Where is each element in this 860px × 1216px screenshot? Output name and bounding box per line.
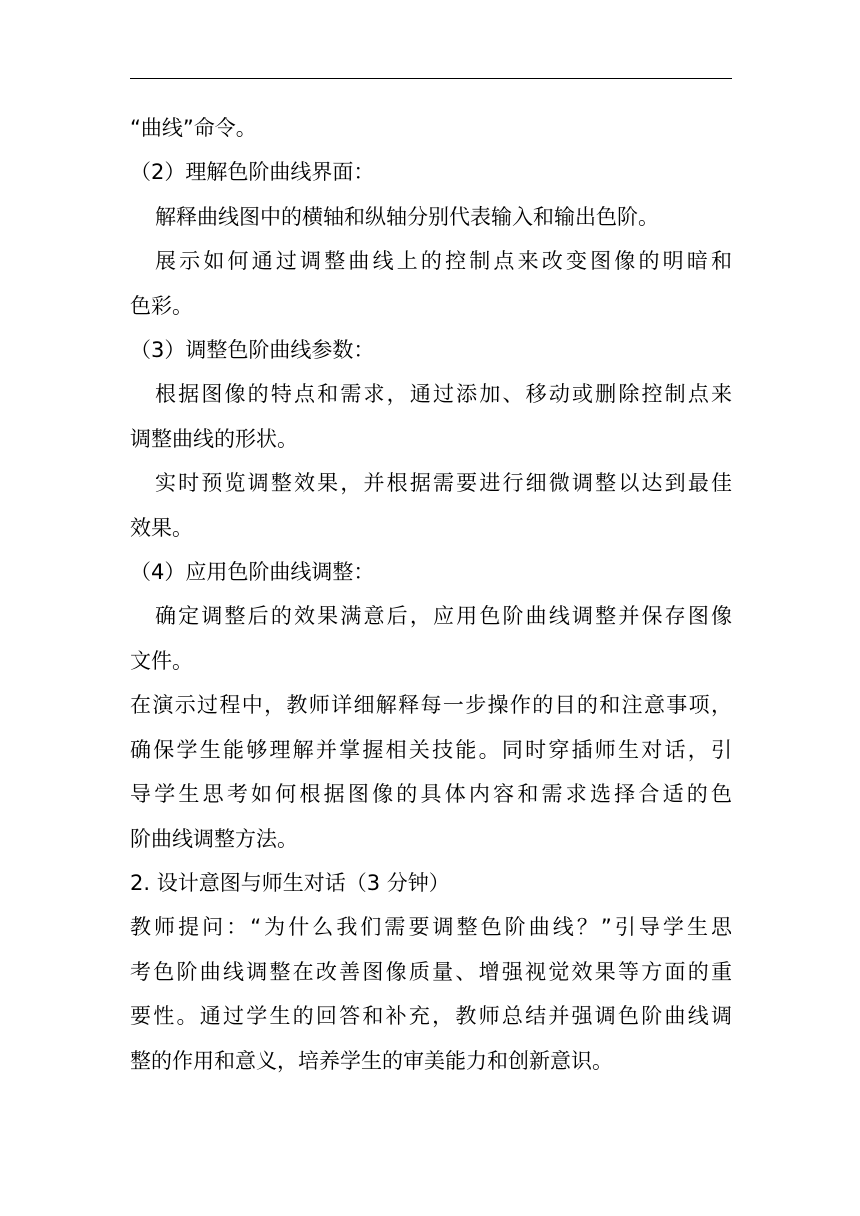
paragraph-adjust-shape: 根据图像的特点和需求，通过添加、移动或删除控制点来 调整曲线的形状。 — [130, 382, 732, 451]
document-body — [130, 106, 732, 1083]
paragraph-apply-save: 确定调整后的效果满意后，应用色阶曲线调整并保存图像 文件。 — [130, 604, 732, 673]
paragraph-axes-explanation: 解释曲线图中的横轴和纵轴分别代表输入和输出色阶。 — [155, 204, 659, 229]
paragraph-teacher-question: 教师提问：“为什么我们需要调整色阶曲线？”引导学生思 考色阶曲线调整在改善图像质量、增强视觉效果等方面的重 要性。通过学生的回答和补充，教师总结并强调色阶曲线调 整的作用和意义，培养学生的审美能力和创新意识。 — [130, 915, 732, 1073]
paragraph-curve-command: “曲线”命令。 — [130, 116, 257, 140]
paragraph-preview: 实时预览调整效果，并根据需要进行细微调整以达到最佳 效果。 — [130, 471, 732, 540]
header-rule — [130, 78, 732, 79]
step-3-heading: （3）调整色阶曲线参数： — [130, 338, 375, 363]
paragraph-control-points: 展示如何通过调整曲线上的控制点来改变图像的明暗和 色彩。 — [130, 249, 732, 318]
paragraph-demonstration: 在演示过程中，教师详细解释每一步操作的目的和注意事项， 确保学生能够理解并掌握相关技能。同时穿插师生对话，引 导学生思考如何根据图像的具体内容和需求选择合适的色 阶曲线调整方法。 — [130, 693, 732, 851]
section-2-heading: 2. 设计意图与师生对话（3 分钟） — [130, 870, 450, 895]
step-4-heading: （4）应用色阶曲线调整： — [130, 560, 375, 585]
step-2-heading: （2）理解色阶曲线界面： — [130, 160, 375, 185]
